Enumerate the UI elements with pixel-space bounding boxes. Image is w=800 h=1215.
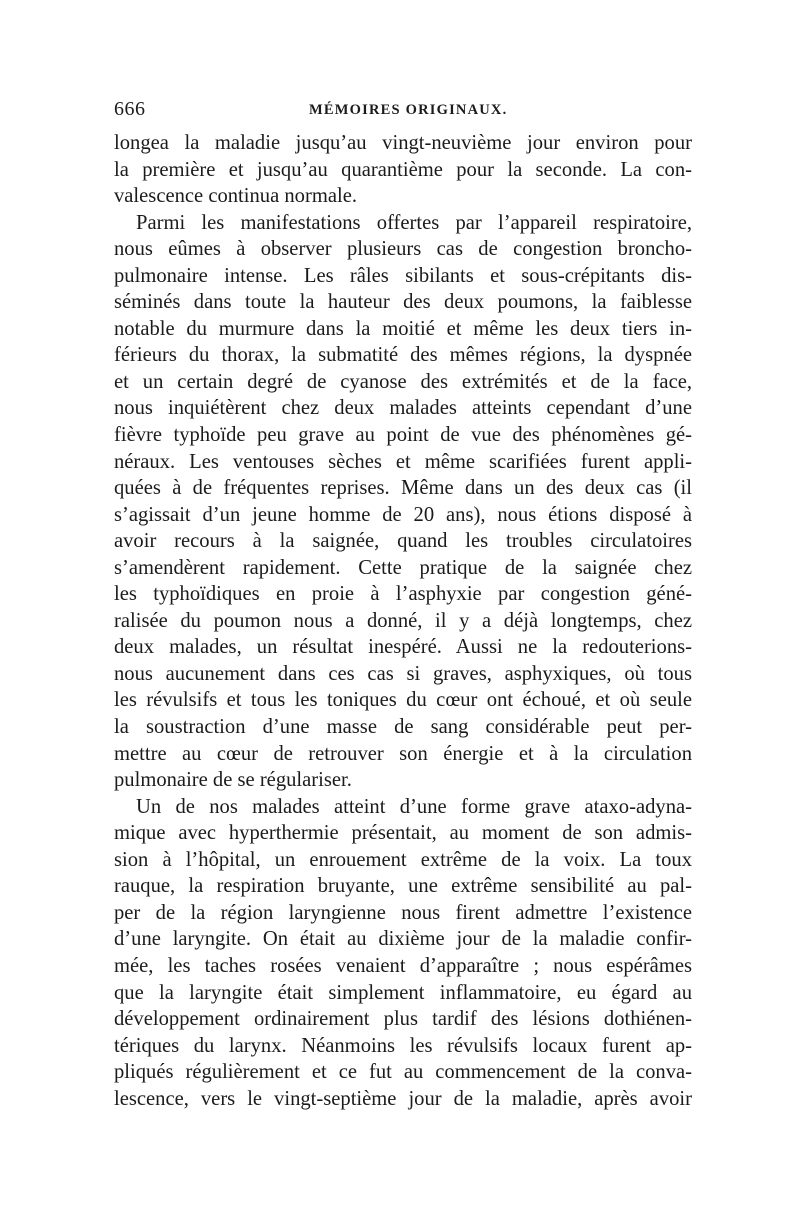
text-line: rauque, la respiration bruyante, une extrême sensibilité au pal- [114, 875, 692, 898]
text-line: mique avec hyperthermie présentait, au moment de son admis- [114, 822, 692, 845]
text-line: tériques du larynx. Néanmoins les révulsifs locaux furent ap- [114, 1034, 692, 1057]
text-line: mettre au cœur de retrouver son énergie et à la circulation [114, 742, 692, 765]
text-line: sion à l’hôpital, un enrouement extrême de la voix. La toux [114, 848, 692, 871]
body-text [114, 130, 692, 1112]
text-line: per de la région laryngienne nous firent admettre l’existence [114, 901, 692, 924]
text-line: valescence continua normale. [114, 185, 358, 208]
page-header [114, 98, 689, 124]
text-line: longea la maladie jusqu’au vingt-neuvième jour environ pour [114, 132, 692, 154]
text-line: s’amendèrent rapidement. Cette pratique de la saignée chez [114, 556, 692, 579]
text-line: avoir recours à la saignée, quand les troubles circulatoires [114, 530, 692, 553]
text-line: d’une laryngite. On était au dixième jour de la maladie confir- [114, 928, 692, 951]
text-line: mée, les taches rosées venaient d’apparaître ; nous espérâmes [114, 954, 692, 977]
text-line: les révulsifs et tous les toniques du cœur ont échoué, et où seule [114, 689, 692, 712]
text-line: que la laryngite était simplement inflammatoire, eu égard au [114, 981, 692, 1004]
text-line: pliqués régulièrement et ce fut au commencement de la conva- [114, 1061, 692, 1084]
text-line: néraux. Les ventouses sèches et même scarifiées furent appli- [114, 450, 692, 473]
page-number: 666 [114, 98, 146, 120]
text-line: Parmi les manifestations offertes par l’appareil respiratoire, [136, 211, 692, 234]
text-line: les typhoïdiques en proie à l’asphyxie par congestion géné- [114, 583, 692, 606]
text-line: quées à de fréquentes reprises. Même dans un des deux cas (il [114, 477, 692, 500]
text-line: s’agissait d’un jeune homme de 20 ans), nous étions disposé à [114, 503, 692, 526]
text-line: férieurs du thorax, la submatité des mêmes régions, la dyspnée [114, 344, 692, 367]
text-line: ralisée du poumon nous a donné, il y a déjà longtemps, chez [114, 609, 692, 632]
text-line: nous inquiétèrent chez deux malades atteints cependant d’une [114, 397, 692, 420]
text-line: pulmonaire intense. Les râles sibilants et sous-crépitants dis- [114, 264, 692, 287]
text-line: développement ordinairement plus tardif des lésions dothiénen- [114, 1008, 692, 1031]
text-line: lescence, vers le vingt-septième jour de la maladie, après avoir [114, 1087, 692, 1110]
text-line: pulmonaire de se régulariser. [114, 769, 352, 792]
text-line: nous eûmes à observer plusieurs cas de congestion broncho- [114, 238, 692, 261]
text-line: la première et jusqu’au quarantième pour la seconde. La con- [114, 158, 692, 181]
text-line: la soustraction d’une masse de sang considérable peut per- [114, 716, 692, 739]
running-title: MÉMOIRES ORIGINAUX. [309, 102, 508, 118]
text-line: séminés dans toute la hauteur des deux poumons, la faiblesse [114, 291, 692, 314]
text-line: et un certain degré de cyanose des extrémités et de la face, [114, 370, 692, 393]
text-line: Un de nos malades atteint d’une forme grave ataxo-adyna- [136, 795, 692, 818]
text-line: fièvre typhoïde peu grave au point de vue des phénomènes gé- [114, 424, 692, 447]
text-line: deux malades, un résultat inespéré. Aussi ne la redouterions- [114, 636, 692, 659]
text-line: nous aucunement dans ces cas si graves, asphyxiques, où tous [114, 662, 692, 685]
text-line: notable du murmure dans la moitié et même les deux tiers in- [114, 317, 692, 340]
